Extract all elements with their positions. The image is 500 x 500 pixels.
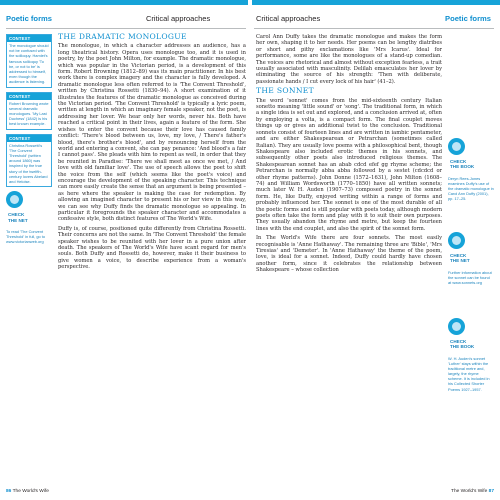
footer-left	[6, 489, 49, 494]
body-paragraph: Duffy is, of course, positioned quite differently from Christina Rossetti. Their concerns are not the same. In 'The Convent Threshold' the female speaker wishes to be reunited with her lover in a pure union after death. The speakers of The World's Wife have scant regard for men's souls. Both Duffy and Rossetti do, however, make it their business to give women a voice, to describe experience from a woman's perspective.	[58, 225, 246, 271]
context-text: Robert Browning wrote several dramatic monologues. 'My Last Duchess' (1842) is his best known example.	[9, 100, 49, 127]
context-box	[6, 34, 52, 88]
header-rule-left	[6, 28, 246, 29]
top-accent-bar-right	[252, 0, 500, 5]
check-net-text: Further information about the sonnet can be found at www.sonnets.org	[448, 270, 492, 286]
body-paragraph: Carol Ann Duffy takes the dramatic monologue and makes the form her own, shaping it to her needs. Her poems can be lengthy diatribes or short and pithy exclamations like 'Mrs Icarus'. Ideal for performance, some are like the monologues of a stand-up comedian. The voices are rhetorical and almost without exception fearless, a trait usually associated with masculinity. Delilah emasculates her lover by eliminating the source of his strength: 'Then with deliberate, passionate hands / I cut every lock of his hair' (41–2).	[256, 34, 442, 85]
header-section-left: Poetic forms	[6, 14, 52, 23]
section-heading-sonnet: THE SONNET	[256, 86, 314, 96]
left-text-column	[58, 34, 246, 274]
context-box	[6, 92, 52, 130]
footer-right	[451, 489, 494, 494]
context-tag: CONTEXT	[7, 35, 51, 42]
check-book-badge-icon	[448, 318, 465, 335]
check-the-book-box	[448, 318, 494, 392]
check-net-title: CHECK THE NET	[450, 253, 470, 264]
check-the-net-box	[448, 232, 494, 285]
check-book-text: W. H. Auden's sonnet 'Luther' stays within the traditional metre and, largely, the rhyme scheme. It is included in his Collected Shorter Poems 1927–1957.	[448, 356, 490, 392]
context-text: The monologue should not be confused with the soliloquy. Hamlet's famous soliloquy 'To be, or not to be' is addressed to himself, even though the audience is listening.	[9, 43, 49, 85]
context-tag: CONTEXT	[7, 93, 51, 100]
right-text-column	[256, 34, 442, 277]
check-book-title: CHECK THE BOOK	[450, 339, 475, 350]
left-sidebar	[6, 34, 52, 245]
check-book-text: Deryn Rees-Jones examines Duffy's use of the dramatic monologue in Carol Ann Duffy (2001), pp. 17–25.	[448, 176, 494, 202]
context-box	[6, 134, 52, 188]
header-section-right: Poetic forms	[445, 14, 491, 23]
section-heading-dramatic-monologue: THE DRAMATIC MONOLOGUE	[58, 32, 187, 41]
check-the-net-box	[6, 191, 52, 244]
check-book-title: CHECK THE BOOK	[450, 159, 475, 170]
page-number-left: 86	[6, 489, 12, 494]
body-paragraph: In The World's Wife there are four sonnets. The most easily recognisable is 'Anne Hathaway'. The remaining three are 'Bible', 'Mrs Tiresias' and 'Demeter'. In 'Anne Hathaway' the theme of the poem, love, is ideal for a sonnet. Indeed, Duffy could hardly have chosen another form, since it celebrates the relationship between Shakespeare – whose collection	[256, 235, 442, 274]
top-accent-bar-left	[0, 0, 248, 5]
header-rule-right	[254, 28, 494, 29]
page-number-right: 87	[488, 489, 494, 494]
header-topic-left: Critical approaches	[146, 14, 211, 23]
footer-title-left: The World's Wife	[12, 489, 49, 494]
body-paragraph: The monologue, in which a character addresses an audience, has a long theatrical history. Opera uses monologue too, and it is used in poetry, by the poet John Milton, for example. The dramatic monologue, which was popular in the Victorian period, is a development of this form. Robert Browning (1812–89) was its main practitioner. In his best work there is complex imagery and the character is fully developed. A dramatic monologue less often referred to is 'The Convent Threshold', written by Christina Rossetti (1830–94). A short examination of it illustrates the features of the dramatic monologue as conceived during the Victorian period. 'The Convent Threshold' is typically a lyric poem, written at length in which an imaginary female speaker, not the poet, is addressing her lover. We hear only her words, never his. Both have reached a critical point in their lives, again a feature of the form. She wishes to enter the convent because their love has caused family conflict: 'There's blood between us, love, my love, / There's father's blood, there's brother's blood', and by renouncing herself from the world and entering a convent, she can pay penance: 'And blood's a fair I cannot pass'. She pleads with him to repent as well, in order that they be reunited in Paradise: 'There we shall meet as once we met, / And love with old familiar love'. The use of speech allows the poet to shift the voice from the self (which seems like the poet's voice) and encourage the development of the speaking character. This technique can more easily create the sense that an argument is being presented – as here where the speaker is making the case for redemption. By allowing an imagined character to present his or her view in this way, we can see why Duffy finds the dramatic monologue so appealing. In particular it foregrounds the speaker character and accommodates a confessive style, both distinct features of The World's Wife.	[58, 43, 246, 223]
check-net-title: CHECK THE NET	[8, 212, 28, 223]
check-net-badge-icon	[448, 232, 465, 249]
check-the-book-box	[448, 138, 494, 201]
context-tag: CONTEXT	[7, 135, 51, 142]
context-text: Christina Rossetti's 'The Convent Threshold' (written around 1860) was inspired by the true story of the twelfth-century lovers Abelard and Heloise.	[9, 142, 48, 185]
footer-title-right: The World's Wife	[451, 489, 488, 494]
header-topic-right: Critical approaches	[256, 14, 321, 23]
check-net-badge-icon	[6, 191, 23, 208]
check-net-text: To read 'The Convent Threshold' in full, go to www.victorianweb.org	[6, 229, 46, 245]
check-book-badge-icon	[448, 138, 465, 155]
body-paragraph: The word 'sonnet' comes from the mid-sixteenth century Italian sonetto meaning 'little sound' or 'song'. The traditional form, in which a single idea is set out and explored, and a conclusion arrived at, often by employing a volta, is a compact form. The final couplet moves things up or gives an additional twist to the conclusion. Traditional sonnets consist of fourteen lines and are written in iambic pentameter, and are either Shakespearean or Petrarchan (sometimes called Italian). They are usually love poems with a philosophical bent, though Shakespeare also included erotic themes in his sonnets, and subsequently other poets also introduced religious themes. The Shakespearean sonnet has an abab cdcd efef gg rhyme scheme; the Petrarchan is normally abba abba followed by a sestet (cdcdcd or other rhyme patterns). John Donne (1572–1631), John Milton (1608–74) and William Wordsworth (1770–1850) have all written sonnets; much later W. H. Auden (1907–73) composed poetry in the sonnet form. He, like Duffy, enjoyed writing within a range of forms and probably influenced her. The sonnet is one of the most durable of all the poetic forms and is still popular with poets today, although modern poets often take the form and play with it to suit their own purposes. They usually abandon the rhyme and metre, but keep the fourteen lines with the end couplet, and also the spirit of the sonnet form.	[256, 97, 442, 232]
